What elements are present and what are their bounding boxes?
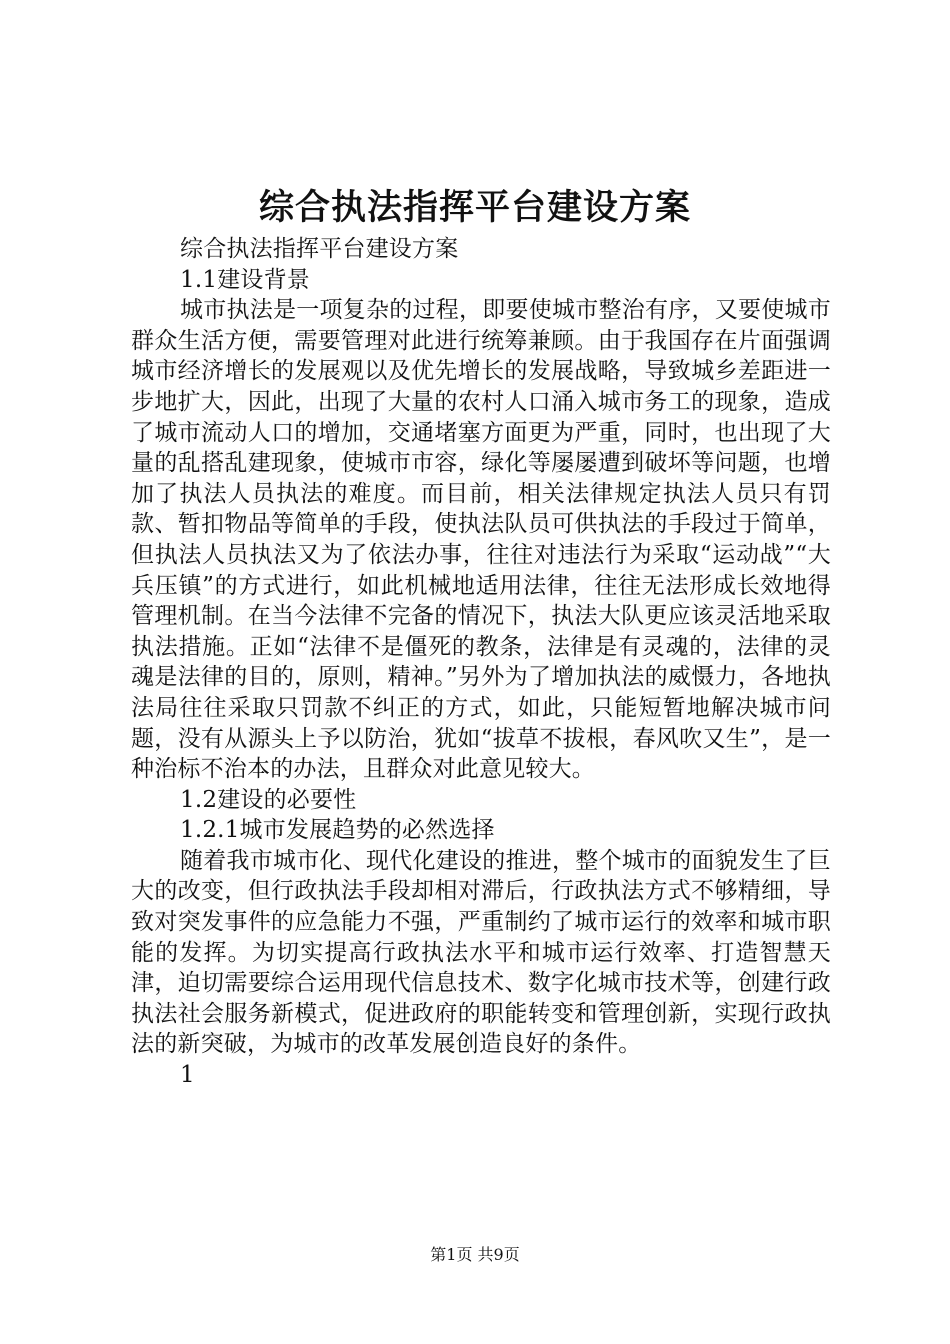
section-heading: 1.2建设的必要性: [180, 786, 357, 813]
document-body: [131, 234, 831, 1091]
body-paragraph: 综合执法指挥平台建设方案: [180, 236, 459, 262]
section-heading: 1.1建设背景: [180, 266, 310, 293]
page-footer: 第1页 共9页: [430, 1245, 520, 1264]
body-paragraph: 城市执法是一项复杂的过程，即要使城市整治有序，又要使城市群众生活方便，需要管理对此进行统筹兼顾。由于我国存在片面强调城市经济增长的发展观以及优先增长的发展战略，导致城乡差距进一步地扩大，因此，出现了大量的农村人口涌入城市务工的现象，造成了城市流动人口的增加，交通堵塞方面更为严重，同时，也出现了大量的乱搭乱建现象，使城市市容，绿化等屡屡遭到破坏等问题，也增加了执法人员执法的难度。而目前，相关法律规定执法人员只有罚款、暂扣物品等简单的手段，使执法队员可供执法的手段过于简单，但执法人员执法又为了依法办事，往往对违法行为采取“运动战”“大兵压镇”的方式进行，如此机械地适用法律，往往无法形成长效地得管理机制。在当今法律不完备的情况下，执法大队更应该灵活地采取执法措施。正如“法律不是僵死的教条，法律是有灵魂的，法律的灵魂是法律的目的，原则，精神。”另外为了增加执法的威慑力，各地执法局往往采取只罚款不纠正的方式，如此，只能短暂地解决城市问题，没有从源头上予以防治，犹如“拔草不拔根，春风吹又生”，是一种治标不治本的办法，且群众对此意见较大。: [131, 297, 831, 783]
body-paragraph: 随着我市城市化、现代化建设的推进，整个城市的面貌发生了巨大的改变，但行政执法手段却相对滞后，行政执法方式不够精细，导致对突发事件的应急能力不强，严重制约了城市运行的效率和城市职能的发挥。为切实提高行政执法水平和城市运行效率、打造智慧天津，迫切需要综合运用现代信息技术、数字化城市技术等，创建行政执法社会服务新模式，促进政府的职能转变和管理创新，实现行政执法的新突破，为城市的改革发展创造良好的条件。: [131, 847, 831, 1058]
document-title: 综合执法指挥平台建设方案: [258, 187, 691, 228]
inline-page-number: 1: [180, 1062, 195, 1089]
subsection-heading: 1.2.1城市发展趋势的必然选择: [180, 817, 495, 844]
